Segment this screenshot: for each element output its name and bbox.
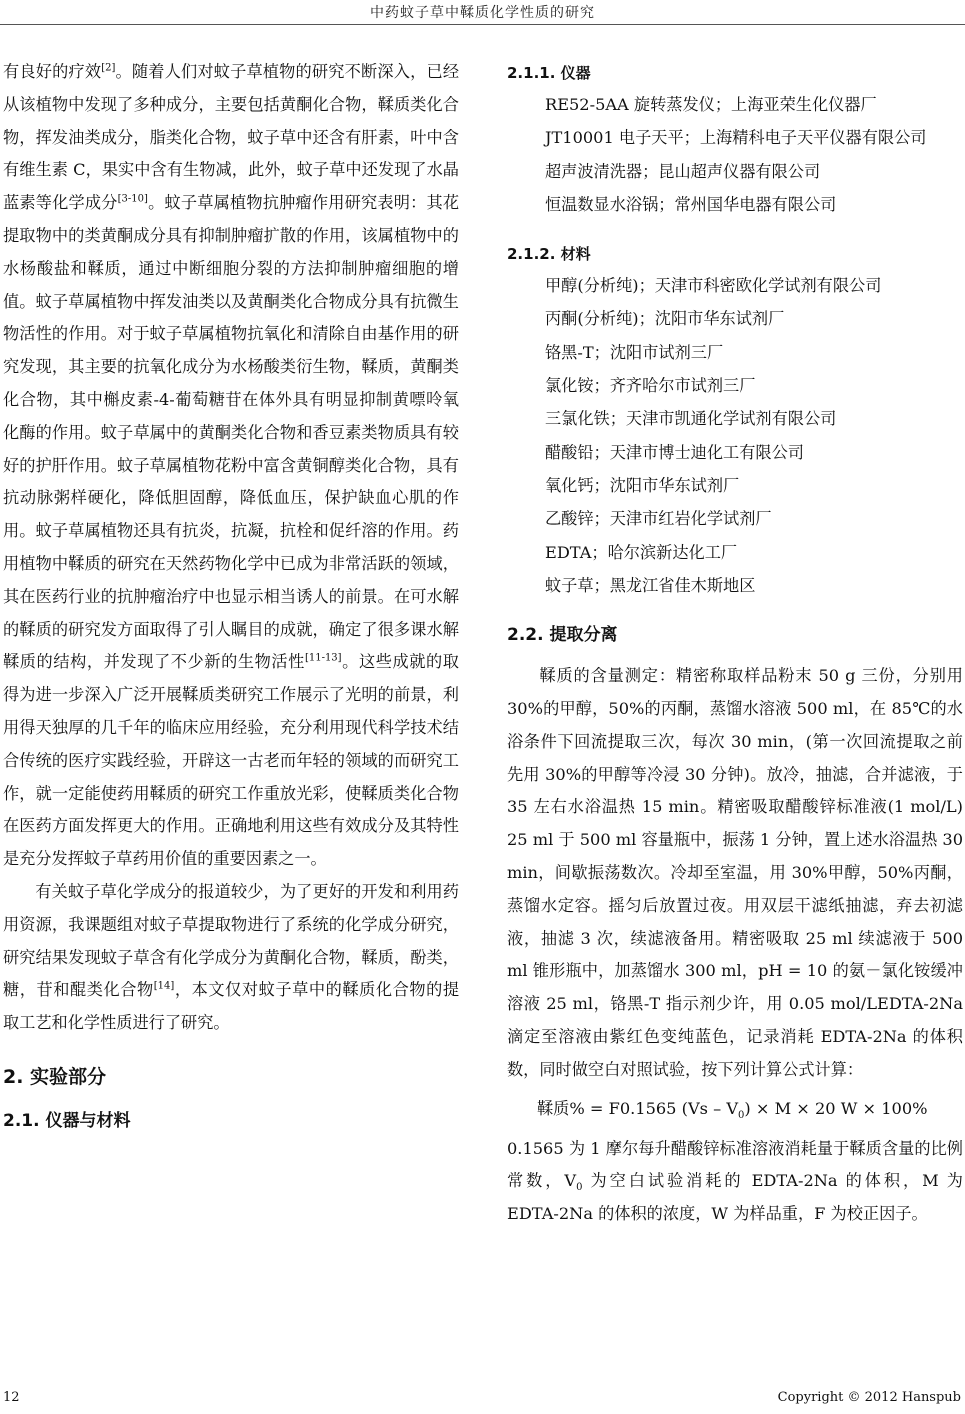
material-item: 乙酸锌；天津市红岩化学试剂厂 — [545, 509, 772, 529]
citation-3-10: [3-10] — [117, 193, 148, 205]
formula-text: 鞣质% = F0.1565 (Vs – V — [537, 1098, 739, 1118]
page-number: 12 — [3, 1390, 20, 1405]
intro-paragraph-2 — [3, 876, 459, 1040]
right-column — [507, 56, 963, 1231]
material-item: 铬黑-T；沈阳市试剂三厂 — [545, 342, 724, 362]
formula-subscript: 0 — [738, 1109, 745, 1121]
material-item: 醋酸铅；天津市博士迪化工有限公司 — [545, 442, 804, 462]
subsection-heading-instruments: 2.1.1. 仪器 — [507, 64, 591, 82]
intro-paragraph-1 — [3, 56, 459, 876]
section-heading-extraction: 2.2. 提取分离 — [507, 625, 618, 646]
text-run: 。这些成就的取得为进一步深入广泛开展鞣质类研究工作展示了光明的前景，利用得天独厚的几千年的临床应用经验，充分利用现代科学技术结合传统的医疗实践经验，开辟这一古老而年轻的领域的而研究工作，就一定能使药用鞣质的研究工作重放光彩，使鞣质类化合物在医药方面发挥更大的作用。正确地利用这些有效成分及其特性是充分发挥蚊子草药用价值的重要因素之一。 — [3, 652, 459, 869]
material-item: 氯化铵；齐齐哈尔市试剂三厂 — [545, 376, 756, 396]
text-run: 为空白试验消耗的 EDTA-2Na 的体积，M 为 EDTA-2Na 的体积的浓度，W 为样品重，F 为校正因子。 — [507, 1171, 963, 1224]
running-title: 中药蚊子草中鞣质化学性质的研究 — [370, 5, 595, 21]
header-rule — [0, 24, 965, 25]
left-column — [3, 56, 459, 1136]
instrument-item: 恒温数显水浴锅；常州国华电器有限公司 — [545, 194, 837, 214]
citation-2: [2] — [101, 62, 116, 74]
material-item: 丙酮(分析纯)；沈阳市华东试剂厂 — [545, 309, 785, 329]
material-item: EDTA；哈尔滨新达化工厂 — [545, 542, 738, 562]
instrument-item: 超声波清洗器；昆山超声仪器有限公司 — [545, 161, 821, 181]
subsection-heading-materials: 2.1.2. 材料 — [507, 245, 591, 264]
material-item: 氧化钙；沈阳市华东试剂厂 — [545, 475, 740, 495]
citation-11-13: [11-13] — [304, 652, 342, 664]
subscript: 0 — [576, 1182, 583, 1194]
text-run: 有良好的疗效 — [3, 62, 102, 81]
text-run: ，本文仅对蚊子草中的鞣质化合物的提取工艺和化学性质进行了研究。 — [3, 980, 460, 1033]
material-item: 蚊子草；黑龙江省佳木斯地区 — [545, 575, 756, 595]
formula-explanation — [507, 1133, 963, 1231]
formula-text: ) × M × 20 W × 100% — [744, 1098, 928, 1118]
citation-14: [14] — [153, 980, 175, 992]
text-run: 0.1565 为 1 摩尔每升醋酸锌标准溶液消耗量于鞣质含量的比例常数，V — [507, 1138, 963, 1191]
instrument-item: JT10001 电子天平；上海精科电子天平仪器有限公司 — [545, 128, 927, 148]
text-run: 有关蚊子草化学成分的报道较少，为了更好的开发和利用药用资源，我课题组对蚊子草提取物进行了系统的化学成分研究，研究结果发现蚊子草含有化学成分为黄酮化合物，鞣质，酚类，糖，苷和醌类化合物 — [3, 881, 459, 1000]
section-heading-experimental: 2. 实验部分 — [3, 1065, 107, 1088]
text-run: 。蚊子草属植物抗肿瘤作用研究表明：其花提取物中的类黄酮成分具有抑制肿瘤扩散的作用，该属植物中的水杨酸盐和鞣质，通过中断细胞分裂的方法抑制肿瘤细胞的增值。蚊子草属植物中挥发油类以及黄酮类化合物成分具有抗微生物活性的作用。对于蚊子草属植物抗氧化和清除自由基作用的研究发现，其主要的抗氧化成分为水杨酸类衍生物，鞣质，黄酮类化合物，其中槲皮素-4-葡萄糖苷在体外具有明显抑制黄嘌呤氧化酶的作用。蚊子草属中的黄酮类化合物和香豆素类物质具有较好的护肝作用。蚊子草属植物花粉中富含黄铜醇类化合物，具有抗动脉粥样硬化，降低胆固醇，降低血压，保护缺血心肌的作用。蚊子草属植物还具有抗炎，抗凝，抗栓和促纤溶的作用。药用植物中鞣质的研究在天然药物化学中已成为非常活跃的领域，其在医药行业的抗肿瘤治疗中也显示相当诱人的前景。在可水解的鞣质的研究发方面取得了引人瞩目的成就，确定了很多课水解鞣质的结构，并发现了不少新的生物活性 — [3, 193, 460, 672]
instrument-item: RE52-5AA 旋转蒸发仪；上海亚荣生化仪器厂 — [545, 95, 877, 114]
material-item: 甲醇(分析纯)；天津市科密欧化学试剂有限公司 — [545, 276, 882, 296]
material-item: 三氯化铁；天津市凯通化学试剂有限公司 — [545, 409, 837, 429]
copyright-notice: Copyright © 2012 Hanspub — [777, 1390, 961, 1405]
tannin-formula — [507, 1093, 963, 1125]
extraction-paragraph: 鞣质的含量测定：精密称取样品粉末 50 g 三份，分别用 30%的甲醇，50%的丙酮，蒸馏水溶液 500 ml，在 85℃的水浴条件下回流提取三次，每次 30 min，(第一次回流提取之前先用 30%的甲醇等冷浸 30 分钟)。放冷，抽滤，合并滤液，于 35 左右水浴温热 15 min。精密吸取醋酸锌标准液(1 mol/L) 25 ml 于 500 ml 容量瓶中，振荡 1 分钟，置上述水浴温热 30 min，间歇振荡数次。冷却至室温，用 30%甲醇，50%丙酮，蒸馏水定容。摇匀后放置过夜。用双层干滤纸抽滤，弃去初滤液，抽滤 3 次，续滤液备用。精密吸取 25 ml 续滤液于 500 ml 锥形瓶中，加蒸馏水 300 ml，pH = 10 的氨－氯化铵缓冲溶液 25 ml，铬黑-T 指示剂少许，用 0.05 mol/LEDTA-2Na 滴定至溶液由紫红色变纯蓝色，记录消耗 EDTA-2Na 的体积数，同时做空白对照试验，按下列计算公式计算： — [507, 666, 963, 1079]
section-heading-instruments-materials: 2.1. 仪器与材料 — [3, 1110, 131, 1131]
text-run: 。随着人们对蚊子草植物的研究不断深入，已经从该植物中发现了多种成分，主要包括黄酮化合物，鞣质类化合物，挥发油类成分，脂类化合物，蚊子草中还含有肝素，叶中含有维生素 C，果实中含有生物减，此外，蚊子草中还发现了水晶蓝素等化学成分 — [3, 62, 460, 213]
